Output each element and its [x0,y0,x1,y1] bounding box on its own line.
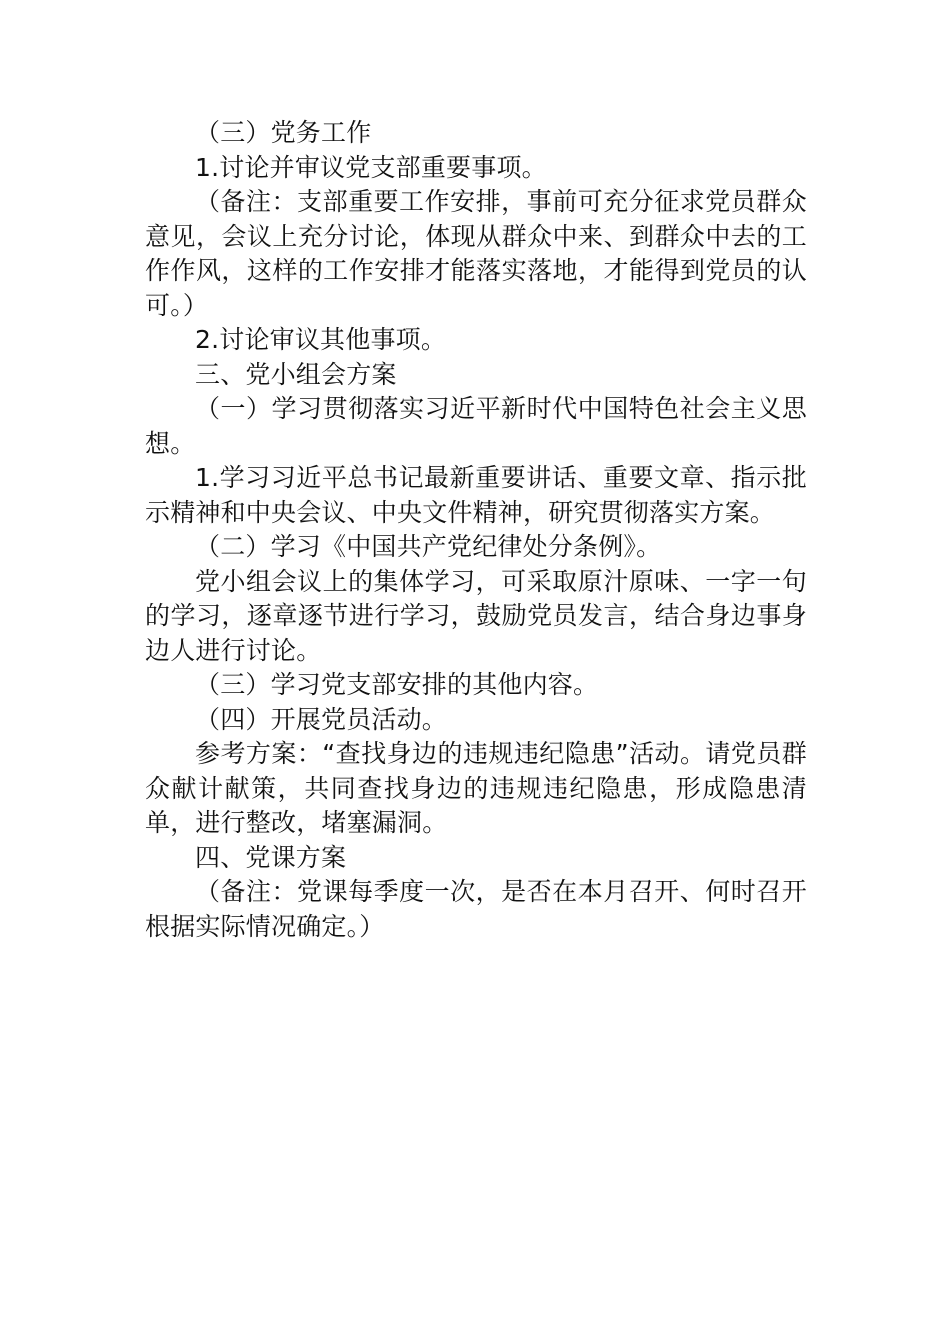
subsection-heading: （四）开展党员活动。 [195,704,448,734]
note-paragraph: （备注：党课每季度一次，是否在本月召开、何时召开根据实际情况确定。） [145,877,807,941]
note-paragraph: （备注：支部重要工作安排，事前可充分征求党员群众意见，会议上充分讨论，体现从群众中来、到群众中去的工作作风，这样的工作安排才能落实落地，才能得到党员的认可。） [145,187,807,320]
section-heading-party-lecture: 四、党课方案 [195,842,347,872]
list-item: 2.讨论审议其他事项。 [195,325,447,354]
section-heading-group-meeting: 三、党小组会方案 [195,359,397,389]
list-item: 1.学习习近平总书记最新重要讲话、重要文章、指示批示精神和中央会议、中央文件精神，研究贯彻落实方案。 [145,463,807,527]
subsection-heading: （一）学习贯彻落实习近平新时代中国特色社会主义思想。 [145,394,807,458]
subsection-heading: （二）学习《中国共产党纪律处分条例》。 [195,532,662,561]
body-paragraph: 党小组会议上的集体学习，可采取原汁原味、一字一句的学习，逐章逐节进行学习，鼓励党员发言，结合身边事身边人进行讨论。 [145,566,807,665]
body-paragraph: 参考方案：“查找身边的违规违纪隐患”活动。请党员群众献计献策，共同查找身边的违规违纪隐患，形成隐患清单，进行整改，堵塞漏洞。 [145,739,807,837]
document-body [145,116,807,944]
section-heading-party-affairs: （三）党务工作 [195,118,372,147]
list-item: 1.讨论并审议党支部重要事项。 [195,152,547,182]
subsection-heading: （三）学习党支部安排的其他内容。 [195,670,599,699]
